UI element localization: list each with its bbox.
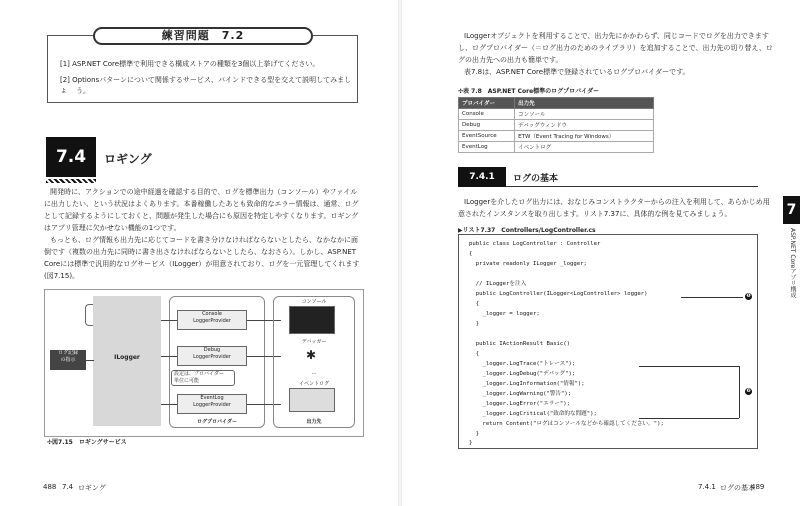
provider-note: 設定は、プロバイダー 単位に可能 (171, 370, 235, 386)
bug-icon: ✱ (305, 348, 317, 362)
output-console-label: コンソール (301, 299, 327, 305)
exercise-box (47, 29, 358, 103)
code-line: _logger.LogTrace("トレース"); (469, 361, 576, 367)
paragraph-line: として記録するようにしておくと、問題が発生した場合にも原因を特定しやすくなります。ロギング (44, 212, 359, 220)
section-number: 7.4 (46, 137, 96, 177)
figure-caption: ✣図7.15 ロギングサービス (47, 439, 127, 446)
right-page (402, 0, 800, 506)
ilogger-band (93, 296, 161, 426)
paragraph-line: Coreには標準で汎用的なログサービス（ILogger）が用意されており、ログを一元管理してくれます (44, 260, 360, 268)
table-header: プロバイダー (459, 98, 515, 109)
footer-title: ロギング (78, 484, 106, 492)
subsection-header (458, 167, 758, 187)
arrow (86, 360, 94, 361)
table-row (459, 109, 654, 120)
code-line: _logger.LogInformation("情報"); (469, 381, 585, 387)
left-page (0, 0, 398, 506)
code-line: } (469, 431, 480, 437)
paragraph-line: (図7.15)。 (44, 272, 80, 280)
paragraph-line: に出力したい、という状況はよくあります。本番稼働したあとも致命的なエラー情報は、通常、ログ (44, 200, 359, 208)
exercise-item-2: [2] Optionsパターンについて関係するサービス、バインドできる型を交えて説明してみましょ (60, 76, 352, 94)
paragraph-line: 意されたインスタンスを取り出します。リスト7.37に、具体的な例を見てみましょう。 (458, 210, 732, 218)
ilogger-label: ILogger (114, 354, 140, 361)
code-line: _logger.LogCritical("致命的な問題"); (469, 411, 597, 417)
code-line: { (469, 301, 480, 307)
table-caption: ✣表 7.8 ASP.NET Core標準のログプロバイダー (458, 88, 600, 95)
output-eventlog-label: イベントログ (298, 381, 329, 387)
exercise-item-1: [1] ASP.NET Core標準で利用できる構成ストアの種類を3個以上挙げてください。 (60, 60, 320, 68)
code-line: } (469, 440, 473, 446)
code-line: private readonly ILogger _logger; (469, 261, 587, 267)
code-line: { (469, 251, 473, 257)
table-cell: EventLog (459, 142, 515, 153)
table-cell: EventSource (459, 131, 515, 142)
table-row (459, 131, 654, 142)
code-line: return Content("ログはコンソールなどから確認してください。"); (469, 421, 664, 427)
page-number: 488 (43, 483, 57, 491)
chapter-thumb: 7 (783, 196, 800, 224)
provider-eventlog: EventLog LoggerProvider (177, 394, 247, 414)
table-cell: Debug (459, 120, 515, 131)
paragraph-line: グの出力先への出力も簡単です。 (458, 56, 563, 64)
code-line: public LogController(ILogger<LogController> logger) (469, 291, 648, 297)
exercise-title: 練習問題 7.2 (93, 27, 313, 45)
table-row (459, 142, 654, 153)
page-number: 489 (751, 483, 765, 491)
marker-1: ❶ (746, 293, 751, 299)
section-stripe (46, 179, 96, 183)
arrow (161, 356, 177, 357)
provider-table (458, 97, 654, 153)
marker-bracket-top (639, 366, 739, 367)
footer-section: 7.4 (62, 483, 74, 491)
chapter-thumb-text: ASP.NET Coreアプリ構成 (789, 228, 796, 299)
code-line: // ILoggerを注入 (469, 281, 527, 287)
table-cell: イベントログ (515, 142, 654, 153)
arrow (161, 404, 177, 405)
paragraph-line: 表7.8は、ASP.NET Core標準で登録されているログプロバイダーです。 (464, 68, 690, 76)
paragraph-line: はアプリ管理に欠かせない機能の1つです。 (44, 224, 181, 232)
code-line: public class LogController : Controller (469, 241, 601, 247)
marker-bracket-side (739, 366, 740, 418)
output-debugger-label: デバッガー (301, 339, 327, 345)
code-line: public IActionResult Basic() (469, 341, 571, 347)
section-title: ロギング (104, 152, 152, 166)
code-line: _logger.LogError("エラー"); (469, 401, 570, 407)
table-header: 出力先 (515, 98, 654, 109)
table-cell: コンソール (515, 109, 654, 120)
paragraph-line: 倒です（複数の出力先に同時に書き出さなければならないとしたら、なおさら）。しかし、ASP.NET (44, 248, 357, 256)
code-line: _logger.LogWarning("警告"); (469, 391, 572, 397)
console-thumbnail (289, 306, 335, 334)
footer-section: 7.4.1 (698, 483, 716, 491)
code-line: _logger = logger; (469, 311, 540, 317)
paragraph-line: ILoggerを介したログ出力には、おなじみコンストラクターからの注入を利用して、あらかじめ用 (464, 198, 770, 206)
code-line: } (469, 321, 480, 327)
provider-label: ログプロバイダー (196, 419, 237, 425)
table-cell: デバッグウィンドウ (515, 120, 654, 131)
eventlog-thumbnail (289, 388, 335, 412)
listing-caption: ▶リスト7.37 Controllers/LogController.cs (458, 227, 596, 234)
table-cell: Console (459, 109, 515, 120)
paragraph-line: 開発時に、アクションでの途中経過を確認する目的で、ログを標準出力（コンソール）やファイル (50, 188, 358, 196)
paragraph-line: ILoggerオブジェクトを利用することで、出力先にかかわらず、同じコードでログを出力できます (464, 32, 769, 40)
exercise-item-2-cont: う。 (76, 87, 90, 95)
code-line: { (469, 351, 480, 357)
subsection-number: 7.4.1 (458, 167, 506, 187)
marker-2: ❷ (746, 388, 751, 394)
subsection-title: ログの基本 (513, 174, 559, 184)
marker-bracket-bottom (639, 418, 739, 419)
paragraph-line: し、ログプロバイダー（＝ログ出力のためのライブラリ）を追加することで、出力先の切り替え、ロ (458, 44, 773, 52)
marker-line-1 (681, 297, 743, 298)
paragraph-line: もっとも、ログ情報も出力先に応じてコードを書き分けなければならないとしたら、なかなかに面 (50, 236, 358, 244)
table-cell: ETW（Event Tracing for Windows） (515, 131, 654, 142)
output-ellipsis: … (311, 370, 317, 376)
provider-debug: Debug LoggerProvider (177, 346, 247, 366)
arrow (161, 320, 177, 321)
log-record-instruction: ログ記録 の指示 (50, 350, 86, 370)
table-row (459, 120, 654, 131)
figure-logging-service (44, 289, 364, 437)
code-listing (458, 234, 758, 449)
code-line: _logger.LogDebug("デバッグ"); (469, 371, 576, 377)
output-label: 出力先 (306, 419, 322, 425)
footer-title: ログの基本 (720, 484, 755, 492)
provider-console: Console LoggerProvider (177, 310, 247, 330)
